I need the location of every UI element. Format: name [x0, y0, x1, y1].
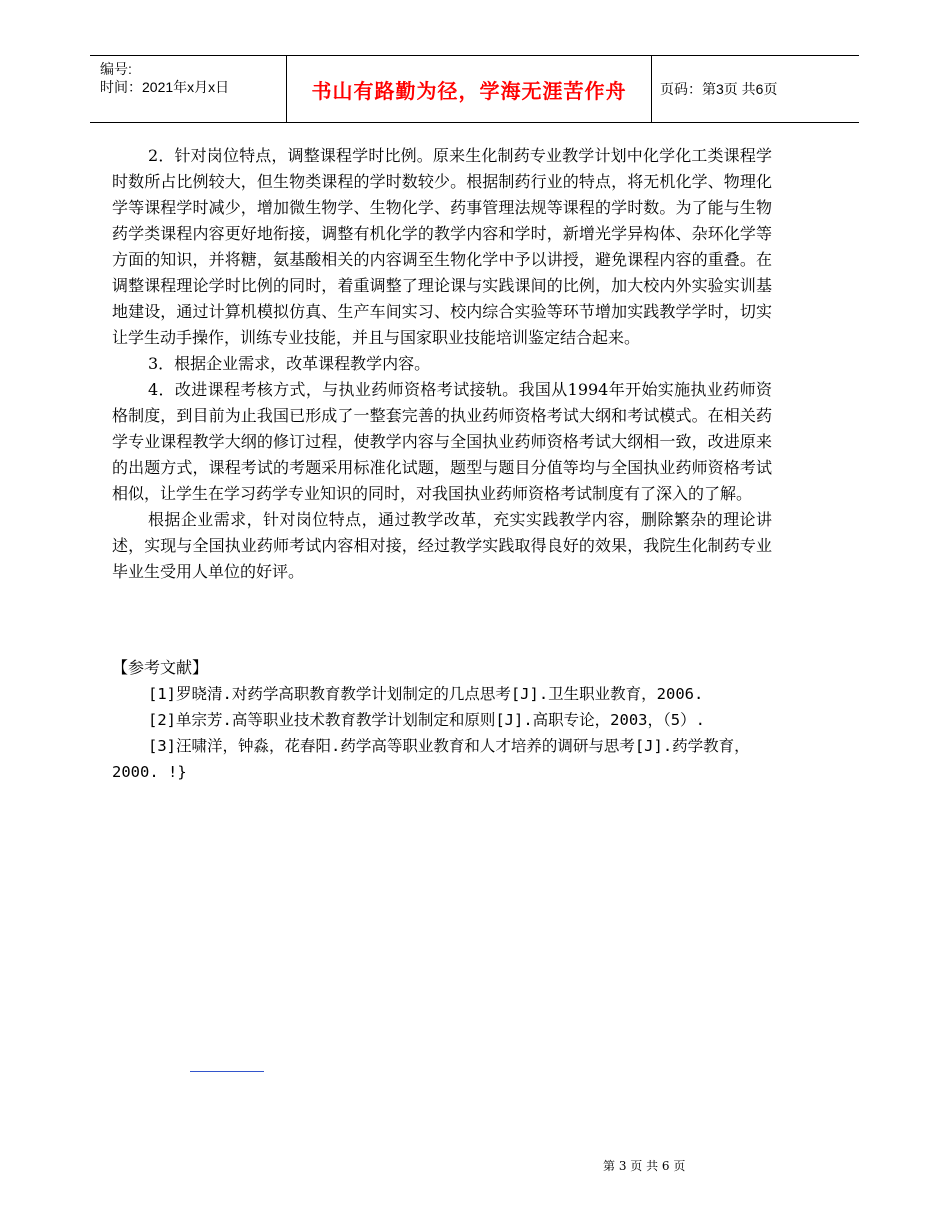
page-header	[90, 55, 859, 123]
page-footer: 第 3 页 共 6 页	[603, 1159, 686, 1173]
paragraph-2: 2．针对岗位特点，调整课程学时比例。原来生化制药专业教学计划中化学化工类课程学时数所占比例较大，但生物类课程的学时数较少。根据制药行业的特点，将无机化学、物理化学等课程学时减少，增加微生物学、生物化学、药事管理法规等课程的学时数。为了能与生物药学类课程内容更好地衔接，调整有机化学的教学内容和学时，新增光学异构体、杂环化学等方面的知识，并将糖，氨基酸相关的内容调至生物化学中予以讲授，避免课程内容的重叠。在调整课程理论学时比例的同时，着重调整了理论课与实践课间的比例，加大校内外实验实训基地建设，通过计算机模拟仿真、生产车间实习、校内综合实验等环节增加实践教学学时，切实让学生动手操作，训练专业技能，并且与国家职业技能培训鉴定结合起来。	[112, 146, 772, 347]
references-section	[112, 655, 772, 785]
reference-item: [2]单宗芳.高等职业技术教育教学计划制定和原则[J].高职专论，2003，（5）.	[148, 711, 705, 729]
link-underline	[190, 1071, 264, 1072]
number-label: 编号:	[100, 61, 132, 77]
header-page-info: 页码：第3页 共6页	[660, 81, 778, 97]
reference-item: [3]汪啸洋，钟淼，花春阳.药学高等职业教育和人才培养的调研与思考[J].药学教育，2000. !}	[112, 737, 750, 781]
paragraph-4: 4．改进课程考核方式，与执业药师资格考试接轨。我国从1994年开始实施执业药师资格制度，到目前为止我国已形成了一整套完善的执业药师资格考试大纲和考试模式。在相关药学专业课程教学大纲的修订过程，使教学内容与全国执业药师资格考试大纲相一致，改进原来的出题方式，课程考试的考题采用标准化试题，题型与题目分值等均与全国执业药师资格考试相似，让学生在学习药学专业知识的同时，对我国执业药师资格考试制度有了深入的了解。	[112, 380, 772, 503]
references-title: 【参考文献】	[112, 658, 209, 677]
paragraph-3: 3．根据企业需求，改革课程教学内容。	[148, 354, 431, 373]
time-label: 时间：2021年x月x日	[100, 79, 230, 95]
paragraph-conclusion: 根据企业需求，针对岗位特点，通过教学改革，充实实践教学内容，删除繁杂的理论讲述，实现与全国执业药师考试内容相对接，经过教学实践取得良好的效果，我院生化制药专业毕业生受用人单位的好评。	[112, 510, 772, 581]
header-meta	[90, 56, 287, 122]
document-body	[112, 143, 772, 585]
header-motto: 书山有路勤为径，学海无涯苦作舟	[287, 56, 652, 122]
reference-item: [1]罗晓清.对药学高职教育教学计划制定的几点思考[J].卫生职业教育，2006.	[148, 685, 704, 703]
